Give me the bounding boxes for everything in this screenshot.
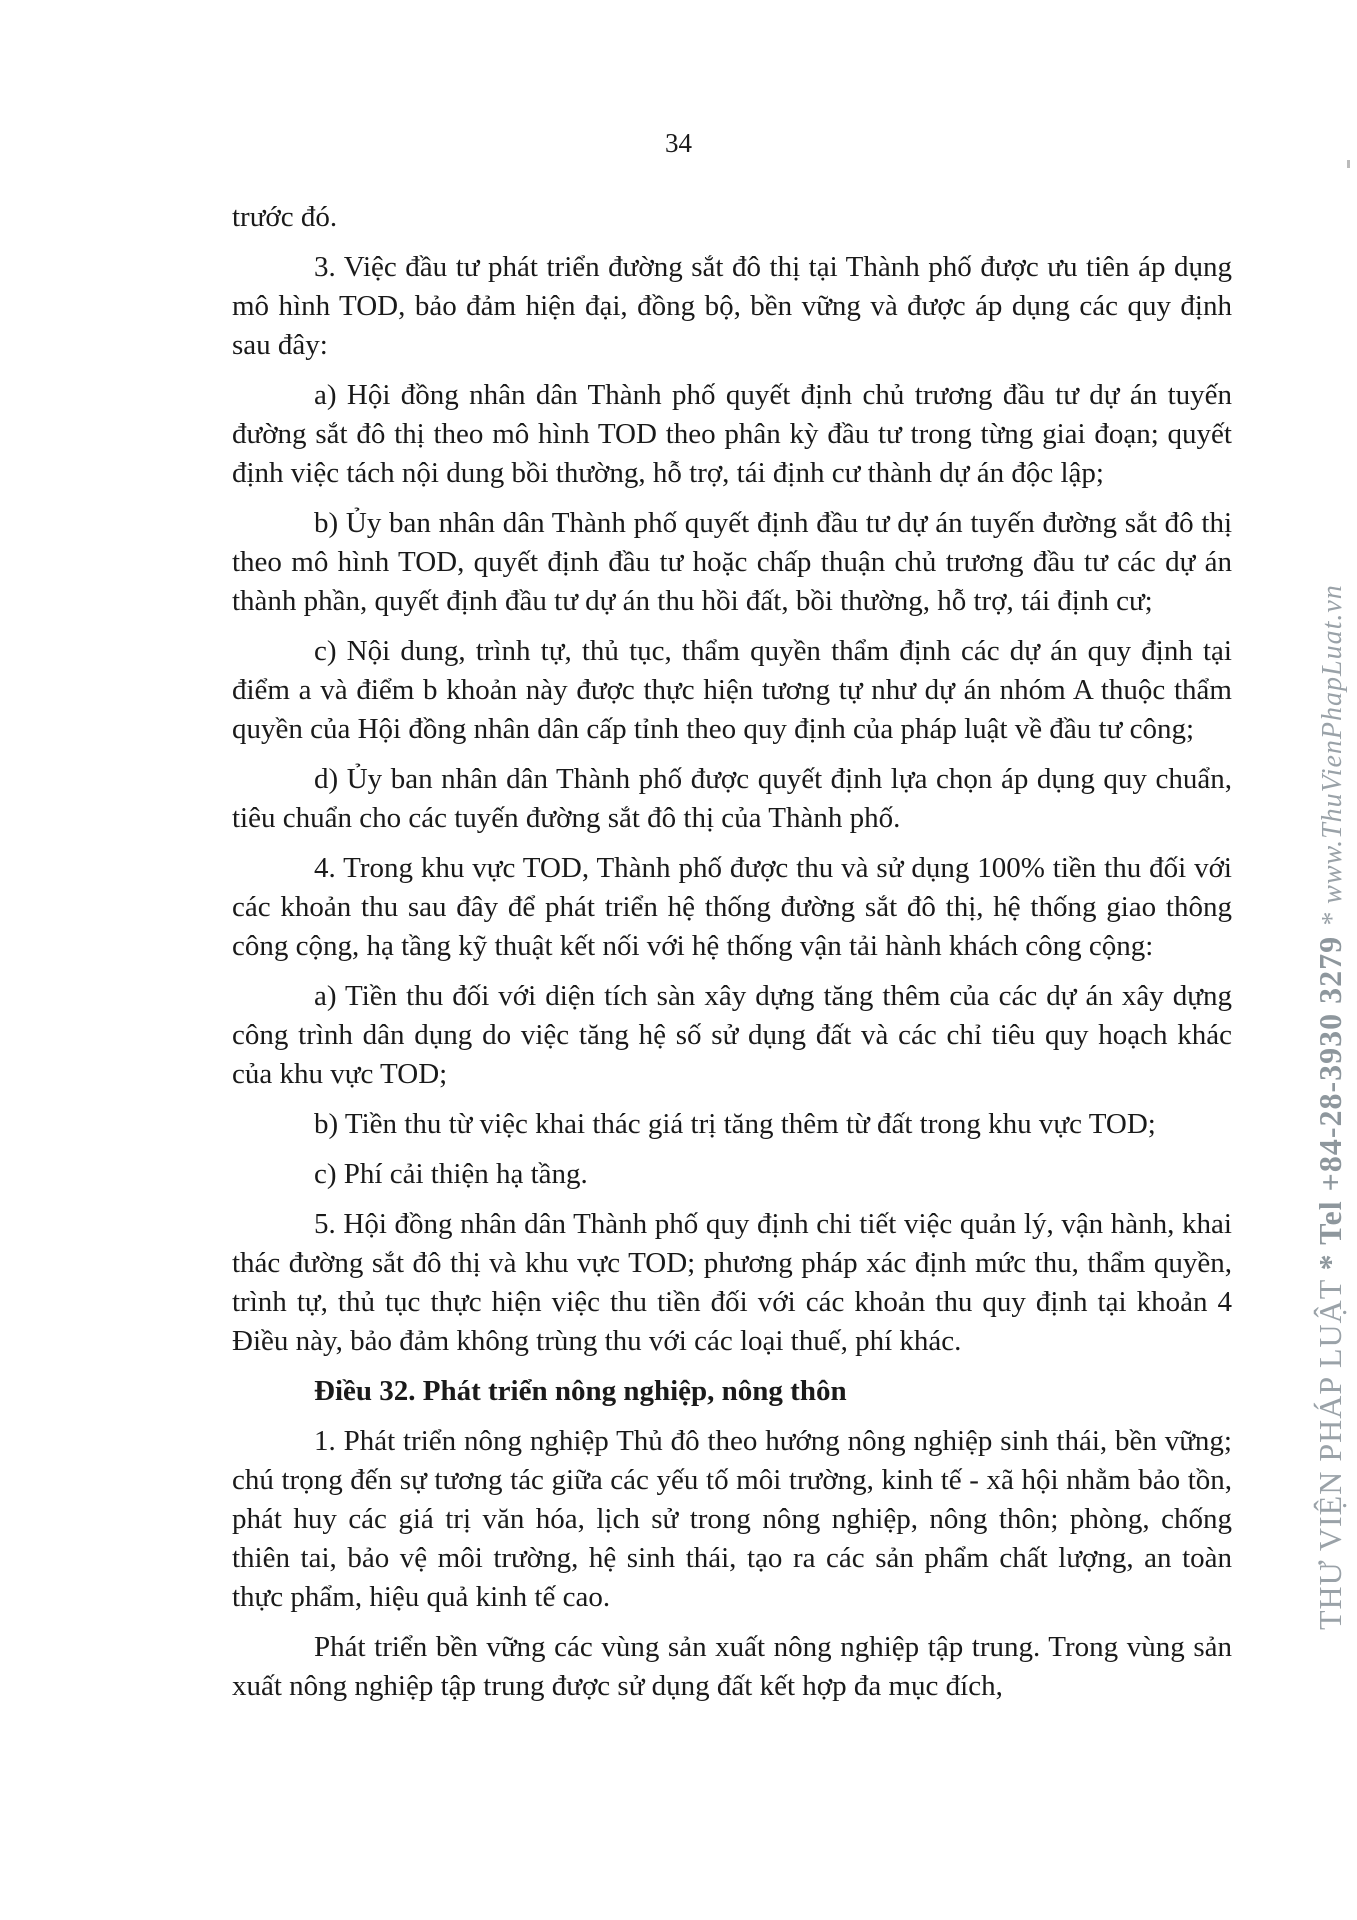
clause-4b: b) Tiền thu từ việc khai thác giá trị tăng thêm từ đất trong khu vực TOD; [314,1108,1156,1140]
clause-5: 5. Hội đồng nhân dân Thành phố quy định chi tiết việc quản lý, vận hành, khai thác đường sắt đô thị và khu vực TOD; phương pháp xác định mức thu, thẩm quyền, trình tự, thủ tục thực hiện việc thu tiền đối với các khoản thu quy định tại khoản 4 Điều này, bảo đảm không trùng thu với các loại thuế, phí khác. [232,1208,1232,1357]
clause-3d: d) Ủy ban nhân dân Thành phố được quyết định lựa chọn áp dụng quy chuẩn, tiêu chuẩn cho các tuyến đường sắt đô thị của Thành phố. [232,763,1232,834]
clause-3: 3. Việc đầu tư phát triển đường sắt đô thị tại Thành phố được ưu tiên áp dụng mô hình TOD, bảo đảm hiện đại, đồng bộ, bền vững và được áp dụng các quy định sau đây: [232,251,1232,361]
clause-4c: c) Phí cải thiện hạ tầng. [314,1158,588,1190]
clause-4: 4. Trong khu vực TOD, Thành phố được thu và sử dụng 100% tiền thu đối với các khoản thu sau đây để phát triển hệ thống đường sắt đô thị, hệ thống giao thông công cộng, hạ tầng kỹ thuật kết nối với hệ thống vận tải hành khách công cộng: [232,852,1232,962]
watermark [1312,584,1349,1630]
document-body [232,198,1232,1717]
watermark-name: THƯ VIỆN PHÁP LUẬT [1312,1279,1348,1630]
article-32-paragraph: Phát triển bền vững các vùng sản xuất nông nghiệp tập trung. Trong vùng sản xuất nông nghiệp tập trung được sử dụng đất kết hợp đa mục đích, [232,1631,1232,1702]
edge-mark [1347,160,1350,168]
page-number: 34 [665,128,692,158]
watermark-tel: * Tel +84-28-3930 3279 [1312,935,1348,1271]
clause-3b: b) Ủy ban nhân dân Thành phố quyết định đầu tư dự án tuyến đường sắt đô thị theo mô hình TOD, quyết định đầu tư hoặc chấp thuận chủ trương đầu tư các dự án thành phần, quyết định đầu tư dự án thu hồi đất, bồi thường, hỗ trợ, tái định cư; [232,507,1232,617]
clause-3a: a) Hội đồng nhân dân Thành phố quyết định chủ trương đầu tư dự án tuyến đường sắt đô thị theo mô hình TOD theo phân kỳ đầu tư trong từng giai đoạn; quyết định việc tách nội dung bồi thường, hỗ trợ, tái định cư thành dự án độc lập; [232,379,1232,489]
article-32-heading: Điều 32. Phát triển nông nghiệp, nông thôn [314,1375,847,1407]
clause-4a: a) Tiền thu đối với diện tích sàn xây dựng tăng thêm của các dự án xây dựng công trình dân dụng do việc tăng hệ số sử dụng đất và các chỉ tiêu quy hoạch khác của khu vực TOD; [232,980,1232,1090]
watermark-site: * www.ThuVienPhapLuat.vn [1317,584,1348,927]
clause-3c: c) Nội dung, trình tự, thủ tục, thẩm quyền thẩm định các dự án quy định tại điểm a và điểm b khoản này được thực hiện tương tự như dự án nhóm A thuộc thẩm quyền của Hội đồng nhân dân cấp tỉnh theo quy định của pháp luật về đầu tư công; [232,635,1232,745]
paragraph-continuation: trước đó. [232,201,338,233]
article-32-clause-1: 1. Phát triển nông nghiệp Thủ đô theo hướng nông nghiệp sinh thái, bền vững; chú trọng đến sự tương tác giữa các yếu tố môi trường, kinh tế - xã hội nhằm bảo tồn, phát huy các giá trị văn hóa, lịch sử trong nông nghiệp, nông thôn; phòng, chống thiên tai, bảo vệ môi trường, hệ sinh thái, tạo ra các sản phẩm chất lượng, an toàn thực phẩm, hiệu quả kinh tế cao. [232,1425,1232,1613]
